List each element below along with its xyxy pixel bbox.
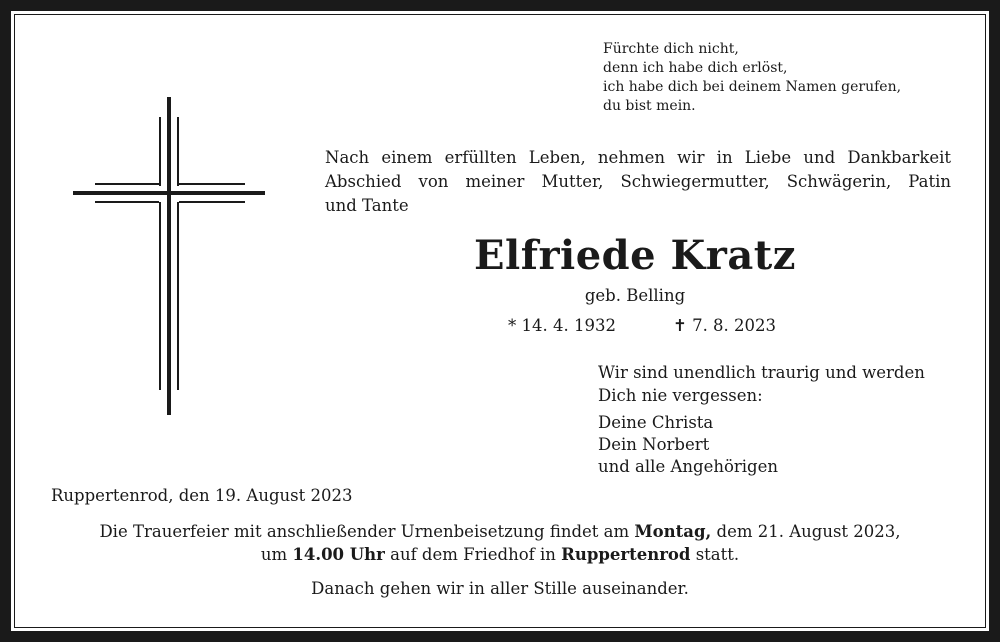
birth-name: geb. Belling [584, 286, 686, 305]
deceased-name: Elfriede Kratz [474, 232, 796, 279]
bible-verse [603, 40, 983, 116]
intro-line: Nach einem erfüllten Leben, nehmen wir in Liebe und Dankbarkeit [325, 148, 951, 167]
service-text: um [260, 545, 293, 564]
service-line-2 [40, 543, 960, 566]
mourning-line: Wir sind unendlich traurig und werden [598, 363, 925, 382]
family-signatures [598, 412, 778, 478]
verse-line: du bist mein. [603, 98, 696, 114]
mourning-text [598, 361, 925, 407]
funeral-service-info [40, 520, 960, 566]
verse-line: ich habe dich bei deinem Namen gerufen, [603, 79, 902, 95]
mourning-line: Dich nie vergessen: [598, 386, 763, 405]
service-date: dem 21. August 2023, [711, 522, 901, 541]
intro-line: Abschied von meiner Mutter, Schwiegermutter, Schwägerin, Patin [325, 172, 951, 191]
birth-date: * 14. 4. 1932 [508, 316, 616, 335]
family-member: und alle Angehörigen [598, 457, 779, 476]
intro-text [325, 146, 951, 218]
family-member: Dein Norbert [598, 435, 710, 454]
family-member: Deine Christa [598, 413, 714, 432]
service-line-1 [40, 520, 960, 543]
cross-icon [70, 95, 270, 420]
service-text: statt. [690, 545, 740, 564]
service-day: Montag, [634, 522, 712, 541]
service-text: auf dem Friedhof in [384, 545, 562, 564]
place-and-date: Ruppertenrod, den 19. August 2023 [51, 486, 353, 505]
service-time: 14.00 Uhr [292, 545, 385, 564]
intro-line: und Tante [325, 196, 409, 215]
closing-text: Danach gehen wir in aller Stille auseinander. [311, 579, 689, 598]
service-text: Die Trauerfeier mit anschließender Urnenbeisetzung findet am [99, 522, 635, 541]
service-place: Ruppertenrod [561, 545, 691, 564]
death-date: ✝ 7. 8. 2023 [673, 316, 777, 335]
verse-line: denn ich habe dich erlöst, [603, 60, 788, 76]
verse-line: Fürchte dich nicht, [603, 41, 739, 57]
